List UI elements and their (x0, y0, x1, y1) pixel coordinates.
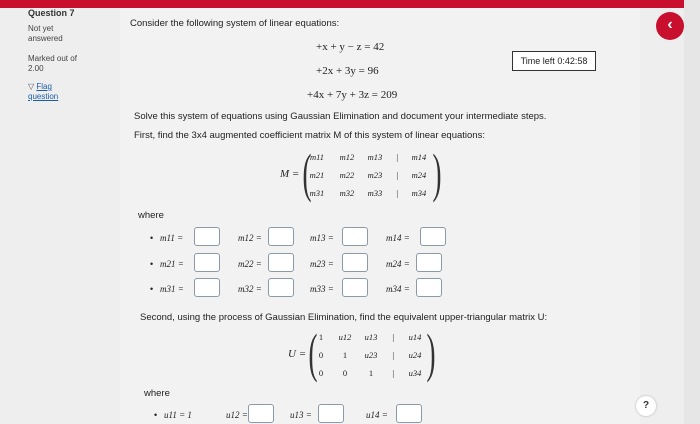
equation-1: +x + y − z = 42 (316, 41, 385, 53)
u12-label: u12 = (226, 410, 248, 420)
m11-input[interactable] (194, 227, 220, 246)
flag-icon[interactable]: ▽ (28, 82, 35, 91)
m21-label: m21 = (160, 259, 184, 269)
m32-label: m32 = (238, 284, 262, 294)
m-cell: m24 (411, 170, 427, 180)
m-cell: m14 (411, 152, 427, 162)
m-cell: m11 (309, 152, 324, 162)
matrix-u (288, 323, 448, 388)
u-cell: 0 (342, 368, 348, 378)
u-cell: | (391, 350, 395, 360)
m-cell: | (395, 188, 399, 198)
m22-label: m22 = (238, 259, 262, 269)
m34-input[interactable] (416, 278, 442, 297)
u-cell: 1 (318, 332, 324, 342)
m-cell: m22 (339, 170, 355, 180)
question-info-panel (28, 8, 106, 102)
u11-label: u11 = 1 (164, 410, 192, 420)
u-cell: u14 (408, 332, 422, 342)
m-cell: m32 (339, 188, 355, 198)
bullet: • (150, 284, 154, 294)
equation-3: +4x + 7y + 3z = 209 (307, 89, 398, 101)
m31-input[interactable] (194, 278, 220, 297)
u-cell: u12 (338, 332, 352, 342)
right-edge-bar (684, 0, 700, 424)
top-accent-bar (0, 0, 700, 8)
instructions-line-1: Solve this system of equations using Gaussian Elimination and document your intermediate steps. (134, 111, 547, 122)
right-paren: ) (432, 143, 442, 203)
m24-label: m24 = (386, 259, 410, 269)
m-cell: m13 (367, 152, 383, 162)
question-icon[interactable]: ? (636, 396, 656, 416)
u13-label: u13 = (290, 410, 312, 420)
prompt-text: Consider the following system of linear equations: (130, 18, 340, 29)
u-cell: | (391, 332, 395, 342)
m23-label: m23 = (310, 259, 334, 269)
equation-2: +2x + 3y = 96 (316, 65, 379, 77)
m11-label: m11 = (160, 233, 184, 243)
flag-question-link[interactable] (28, 82, 106, 102)
u13-input[interactable] (318, 404, 344, 423)
m-cell: | (395, 152, 399, 162)
matrix-m-name: M = (280, 168, 300, 180)
u12-input[interactable] (248, 404, 274, 423)
where-label-1: where (138, 210, 164, 221)
marks-line-2: 2.00 (28, 64, 44, 73)
m14-label: m14 = (386, 233, 410, 243)
left-paren: ( (302, 143, 312, 203)
u-cell: u34 (408, 368, 422, 378)
flag-link-text[interactable]: Flag (36, 82, 52, 91)
m23-input[interactable] (342, 253, 368, 272)
u-cell: u13 (364, 332, 378, 342)
u-cell: 1 (342, 350, 348, 360)
m33-label: m33 = (310, 284, 334, 294)
bullet: • (154, 410, 158, 420)
u-cell: 1 (368, 368, 374, 378)
u-cell: u23 (364, 350, 378, 360)
m12-label: m12 = (238, 233, 262, 243)
right-paren: ) (426, 323, 436, 383)
m-cell: m33 (367, 188, 383, 198)
time-left-indicator: Time left 0:42:58 (512, 51, 596, 71)
m31-label: m31 = (160, 284, 184, 294)
matrix-u-name: U = (288, 348, 307, 360)
m-cell: m23 (367, 170, 383, 180)
m32-input[interactable] (268, 278, 294, 297)
flag-link-text-2[interactable]: question (28, 92, 59, 101)
bullet: • (150, 233, 154, 243)
m13-label: m13 = (310, 233, 334, 243)
status-line-1: Not yet (28, 24, 54, 33)
m-cell: m34 (411, 188, 427, 198)
question-number: Question 7 (28, 8, 75, 18)
bullet: • (150, 259, 154, 269)
u-cell: 0 (318, 368, 324, 378)
status-line-2: answered (28, 34, 63, 43)
m14-input[interactable] (420, 227, 446, 246)
m-cell: | (395, 170, 399, 180)
m-cell: m31 (309, 188, 325, 198)
u14-label: u14 = (366, 410, 388, 420)
m-cell: m12 (339, 152, 355, 162)
left-paren: ( (308, 323, 318, 383)
u-cell: 0 (318, 350, 324, 360)
u14-input[interactable] (396, 404, 422, 423)
second-step-text: Second, using the process of Gaussian Elimination, find the equivalent upper-triangular matrix U: (140, 312, 548, 323)
m21-input[interactable] (194, 253, 220, 272)
m12-input[interactable] (268, 227, 294, 246)
m33-input[interactable] (342, 278, 368, 297)
m34-label: m34 = (386, 284, 410, 294)
m13-input[interactable] (342, 227, 368, 246)
u-cell: | (391, 368, 395, 378)
u-cell: u24 (408, 350, 422, 360)
chevron-left-icon[interactable]: ‹ (656, 12, 684, 40)
m-cell: m21 (309, 170, 325, 180)
where-label-2: where (144, 388, 170, 399)
instructions-line-2: First, find the 3x4 augmented coefficient matrix M of this system of linear equations: (134, 130, 485, 141)
m22-input[interactable] (268, 253, 294, 272)
m24-input[interactable] (416, 253, 442, 272)
matrix-m (280, 143, 450, 208)
marks-line-1: Marked out of (28, 54, 77, 63)
